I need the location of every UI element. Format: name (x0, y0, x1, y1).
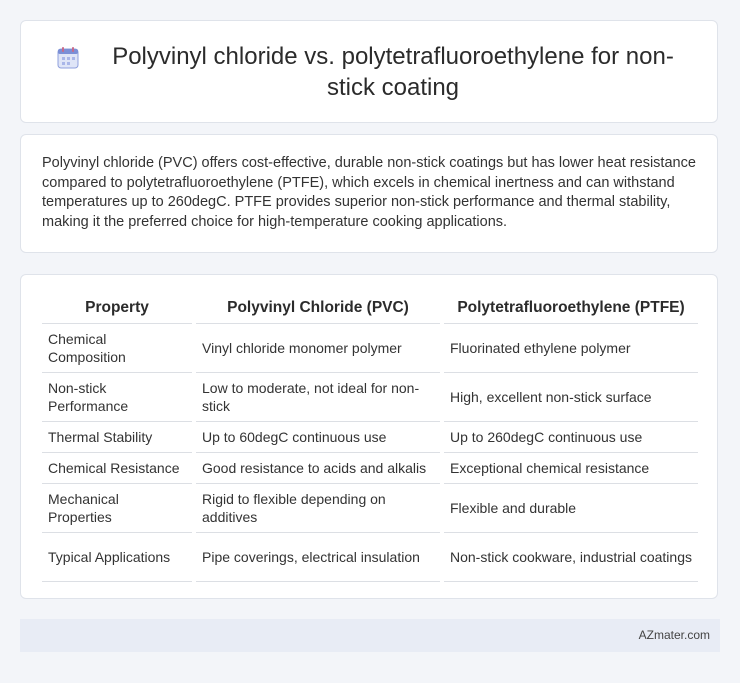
table-row (42, 373, 698, 422)
table-cell: Good resistance to acids and alkalis (196, 453, 440, 484)
table-cell: Non-stick cookware, industrial coatings (444, 533, 698, 582)
table-cell: Thermal Stability (42, 422, 192, 453)
calendar-icon (55, 45, 81, 71)
table-row (42, 324, 698, 373)
table-cell: Exceptional chemical resistance (444, 453, 698, 484)
table-cell: Vinyl chloride monomer polymer (196, 324, 440, 373)
table-cell: Mechanical Properties (42, 484, 192, 533)
table-row (42, 484, 698, 533)
summary-card (20, 134, 718, 253)
table-cell: Fluorinated ethylene polymer (444, 324, 698, 373)
comparison-table (38, 293, 702, 582)
table-cell: Pipe coverings, electrical insulation (196, 533, 440, 582)
table-cell: Up to 60degC continuous use (196, 422, 440, 453)
title-card (20, 20, 718, 123)
summary-text: Polyvinyl chloride (PVC) offers cost-effective, durable non-stick coatings but has lower heat resistance compared to polytetrafluoroethylene (PTFE), which excels in chemical inertness and can withstand temperatures up to 260degC. PTFE provides superior non-stick performance and thermal stability, making it the preferred choice for high-temperature cooking applications. (42, 155, 696, 230)
footer-bar (20, 619, 720, 652)
table-row (42, 533, 698, 582)
table-cell: Rigid to flexible depending on additives (196, 484, 440, 533)
page-title: Polyvinyl chloride vs. polytetrafluoroethylene for non-stick coating (112, 42, 674, 101)
table-row (42, 422, 698, 453)
header-ptfe: Polytetrafluoroethylene (PTFE) (444, 293, 698, 324)
table-cell: Typical Applications (42, 533, 192, 582)
table-cell: Low to moderate, not ideal for non-stick (196, 373, 440, 422)
table-header-row (42, 293, 698, 324)
table-cell: Up to 260degC continuous use (444, 422, 698, 453)
table-cell: Chemical Composition (42, 324, 192, 373)
header-property: Property (42, 293, 192, 324)
table-cell: Chemical Resistance (42, 453, 192, 484)
table-row (42, 453, 698, 484)
table-cell: High, excellent non-stick surface (444, 373, 698, 422)
table-cell: Flexible and durable (444, 484, 698, 533)
table-cell: Non-stick Performance (42, 373, 192, 422)
title-wrap (49, 41, 689, 103)
comparison-card (20, 274, 718, 599)
header-pvc: Polyvinyl Chloride (PVC) (196, 293, 440, 324)
footer-brand[interactable]: AZmater.com (638, 628, 710, 642)
